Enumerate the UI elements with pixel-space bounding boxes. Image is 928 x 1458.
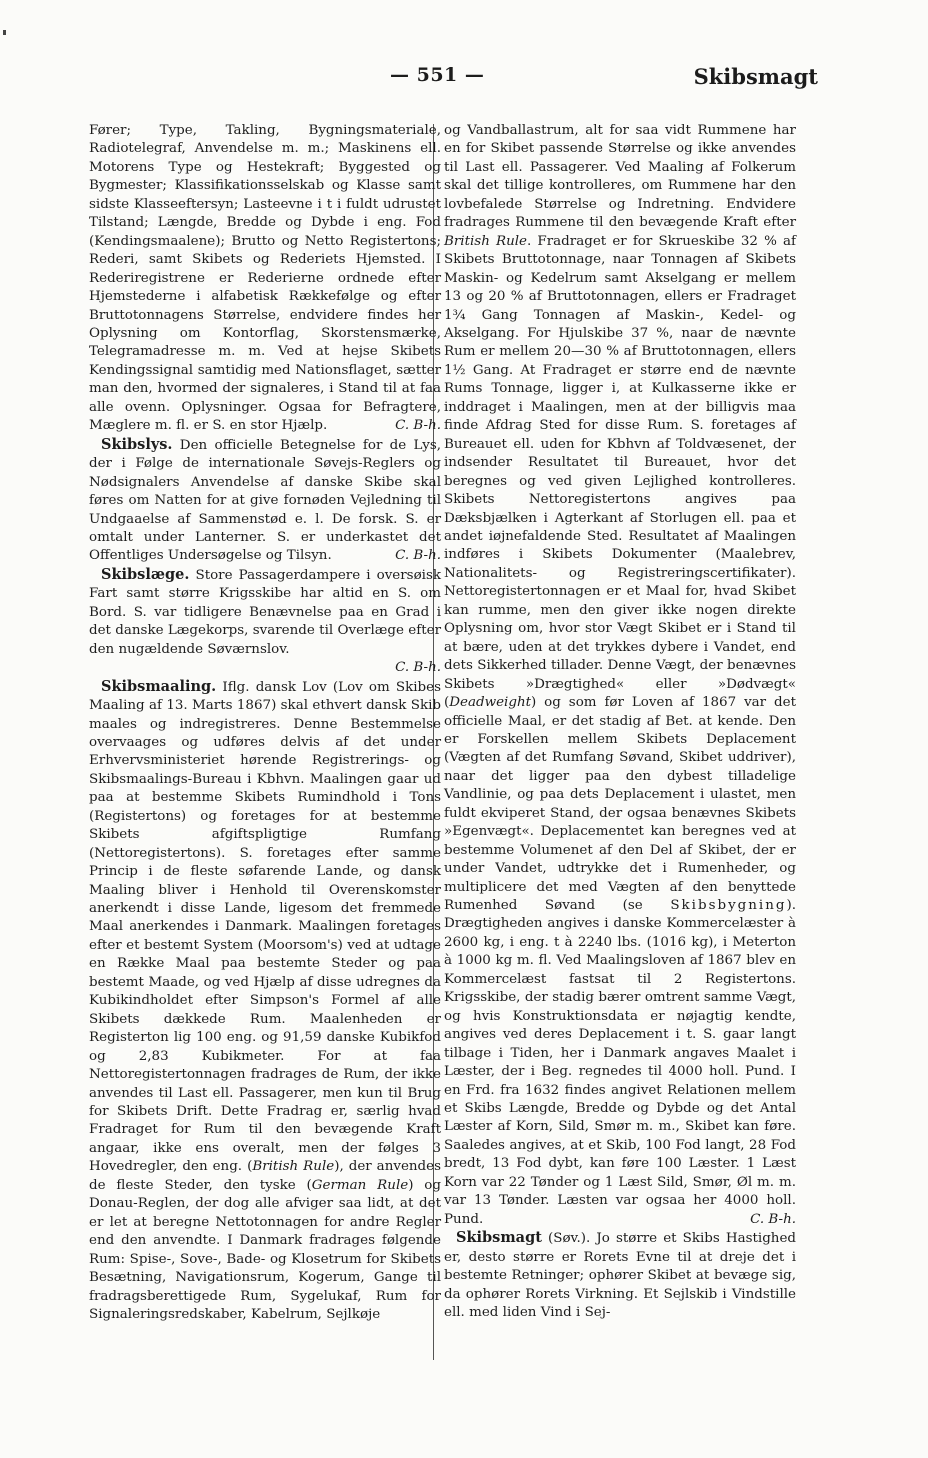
cross-reference: Skibsbygning (670, 898, 787, 914)
term-british-rule: British Rule (444, 233, 528, 249)
right-column (444, 122, 796, 1322)
author-signature: C. B-h. (395, 418, 441, 434)
page-number: — 551 — (390, 64, 485, 86)
entry-skibsmagt (444, 1229, 796, 1322)
continuation-paragraph (89, 122, 441, 436)
entry-text: ) og Donau-Reglen, der dog alle afviger saa lidt, at det er let at beregne Nettotonnagen for andre Regler end den anvendte. I Danmark fradrages følgende Rum: Spise-, Sove-, Bade- og Klosetrum for Skibets Besætning, Navigationsrum, Kogerum, Gange til fradragsberettigede Rum, Sygelukaf, Rum for Signaleringsredskaber, Kabelrum, Sejlkøje (89, 1177, 441, 1322)
term-deadweight: Deadweight (449, 695, 531, 711)
entry-text: (Søv.). Jo større et Skibs Hastighed er, desto større er Rorets Evne til at dreje det i bestemte Retninger; ophører Skibet at bevæge sig, da ophører Rorets Virkning. Et Sejlskib i Vindstille ell. med liden Vind i Sej- (444, 1231, 797, 1320)
left-column (89, 122, 441, 1324)
entry-headword: Skibsmagt (456, 1229, 542, 1247)
entry-skibslys (89, 436, 441, 566)
author-signature: C. B-h. (395, 548, 441, 564)
paragraph-text: og Vandballastrum, alt for saa vidt Rummene har en for Skibet passende Størrelse og ikke anvendes til Last ell. Passagerer. Ved Maaling af Folkerum skal det tillige kontrolleres, om Rummene har den lovbefalede Størrelse og Indretning. Endvidere fradrages Rummene til den bevægende Kraft efter (444, 123, 796, 231)
author-signature: C. B-h. (395, 660, 441, 676)
paragraph-text: . Fradraget er for Skrueskibe 32 % af Skibets Bruttotonnage, naar Tonnagen af Skibets Maskin- og Kedelrum samt Akselgang er mellem 13 og 20 % af Bruttotonnagen, ellers er Fradraget 1¾ Gang Tonnagen af Maskin-, Kedel- og Akselgang. For Hjulskibe 37 %, naar de nævnte Rum er mellem 20—30 % af Bruttotonnagen, ellers 1½ Gang. At Fradraget er større end de nævnte Rums Tonnage, ligger i, at Kulkasserne ikke er inddraget i Maalingen, men at der billigvis maa finde Afdrag Sted for disse Rum. S. foretages af Bureauet ell. uden for Kbhvn af Toldvæsenet, der indsender Resultatet til Bureauet, hvor det beregnes og ved given Lejlighed kontrolleres. Skibets Nettoregistertons angives paa Dæksbjælken i Agterkant af Storlugen ell. paa et andet iøjnefaldende Sted. Resultatet af Maalingen indføres i Skibets Dokumenter (Maalebrev, Nationalitets- og Registreringscertifikater). Nettoregistertonnagen er et Maal for, hvad Skibet kan rumme, men den giver ikke nogen direkte Oplysning om, hvor stor Vægt Skibet er i Stand til at bære, uden at det trykkes dybere i Vandet, end dets Sikkerhed tillader. Denne Vægt, der benævnes Skibets »Drægtighed« eller »Dødvægt« ( (444, 233, 797, 711)
page-header (90, 64, 818, 100)
edge-mark (3, 30, 6, 35)
author-signature: C. B-h. (750, 1211, 796, 1227)
paragraph-text: Fører; Type, Takling, Bygningsmateriale, Radiotelegraf, Anvendelse m. m.; Maskinens ell. Motorens Type og Hestekraft; Byggested og Bygmester; Klassifikationsselskab og Klasse samt sidste Klasseeftersyn; Lasteevne i t i fuldt udrustet Tilstand; Længde, Bredde og Dybde i eng. Fod (Kendingsmaalene); Brutto og Netto Registertons; Rederi, samt Skibets og Rederiets Hjemsted. I Rederiregistrene er Rederierne ordnede efter Hjemstederne i alfabetisk Rækkefølge og efter Bruttotonnagens Størrelse, endvidere findes her Oplysning om Kontorflag, Skorstensmærke, Telegramadresse m. m. Ved at hejse Skibets Kendingssignal samtidig med Nationsflaget, sætter man den, hvormed der signaleres, i Stand til at faa alle ovenn. Oplysninger. Ogsaa for Befragtere, Mæglere m. fl. er S. en stor Hjælp. (89, 123, 441, 434)
term-german-rule: German Rule (311, 1177, 409, 1193)
entry-headword: Skibslæge. (101, 565, 190, 583)
entry-skibsmaaling (89, 678, 441, 1325)
entry-headword: Skibslys. (101, 435, 173, 453)
paragraph-text: ). Drægtigheden angives i danske Kommercelæster à 2600 kg, i eng. t à 2240 lbs. (1016 kg), i Meterton à 1000 kg m. fl. Ved Maalingsloven af 1867 blev en Kommercelæst fastsat til 2 Registertons. Krigsskibe, der stadig bærer omtrent samme Vægt, og hvis Konstruktionsdata er nøjagtig kendte, angives ved deres Deplacement i t. S. gaar langt tilbage i Tiden, her i Danmark angaves Maalet i Læster, der i Beg. regnedes til 4000 holl. Pund. I en Frd. fra 1632 findes angivet Relationen mellem et Skibs Længde, Bredde og Dybde og det Antal Læster af Korn, Sild, Smør m. m., Skibet kan føre. Saaledes angives, at et Skib, 100 Fod langt, 28 Fod bredt, 13 Fod dybt, kan føre 100 Læster. 1 Læst Korn var 22 Tønder og 1 Læst Sild, Smør, Øl m. m. var 13 Tønder. Læsten var ogsaa her 4000 holl. Pund. (444, 898, 796, 1227)
entry-headword: Skibsmaaling. (101, 677, 217, 695)
entry-text: Iflg. dansk Lov (Lov om Skibes Maaling af 13. Marts 1867) skal ethvert dansk Skib maales og indregistreres. Denne Bestemmelse overvaages og udføres delvis af det under Erhvervsministeriet hørende Registrerings- og Skibsmaalings-Bureau i Kbhvn. Maalingen gaar ud paa at bestemme Skibets Rumindhold i Tons (Registertons) og foretages for at bestemme Skibets afgiftspligtige Rumfang (Nettoregistertons). S. foretages efter samme Princip i de fleste søfarende Lande, og dansk Maaling bliver i Henhold til Overenskomster anerkendt i disse Lande, ligesom det fremmede Maal anerkendes i Danmark. Maalingen foretages efter et bestemt System (Moorsom's) ved at udtage en Række Maal paa bestemte Steder og paa bestemt Maade, og ved Hjælp af disse udregnes da Kubikindholdet efter Simpson's Formel af alle Skibets dækkede Rum. Maalenheden er Registerton lig 100 eng. og 91,59 danske Kubikfod og 2,83 Kubikmeter. For at faa Nettoregistertonnagen fradrages de Rum, der ikke anvendes til Last ell. Passagerer, men kun til Brug for Skibets Drift. Dette Fradrag er, særlig hvad Fradraget for Rum til den bevægende Kraft angaar, ikke ens overalt, men der følges 3 Hovedregler, den eng. ( (89, 679, 442, 1175)
entry-text: Store Passagerdampere i oversøisk Fart samt større Krigsskibe har altid en S. om Bord. S. var tidligere Benævnelse paa en Grad i det danske Lægekorps, svarende til Overlæge efter den nugældende Søværnslov. (89, 567, 441, 657)
paragraph-text: ) og som før Loven af 1867 var det officielle Maal, er det stadig af Bet. at kende. Den er Forskellen mellem Skibets Deplacement (Vægten af det Rumfang Søvand, Skibet uddriver), naar det ligger paa den dybest tilladelige Vandlinie, og paa dets Deplacement i ulastet, men fuldt ekviperet Stand, der ogsaa benævnes Skibets »Egenvægt«. Deplacementet kan beregnes ved at bestemme Volumenet af den Del af Skibet, der er under Vandet, udtrykke det i Rumenheder, og multiplicere det med Vægten af den benyttede Rumenhed Søvand (se (444, 695, 796, 914)
entry-text: ), der anvendes de fleste Steder, den tyske ( (89, 1159, 441, 1193)
continuation-paragraph (444, 122, 796, 1229)
running-head: Skibsmagt (693, 64, 818, 89)
term-british-rule: British Rule (252, 1159, 335, 1175)
entry-skibslaege (89, 566, 441, 678)
entry-text: Den officielle Betegnelse for de Lys, der i Følge de internationale Søvejs-Reglers og Nødsignalers Anvendelse af danske Skibe skal føres om Natten for at give fornøden Vejledning til Undgaaelse af Sammenstød e. l. De forsk. S. er omtalt under Lanterner. S. er underkastet det Offentliges Undersøgelse og Tilsyn. (89, 437, 441, 564)
